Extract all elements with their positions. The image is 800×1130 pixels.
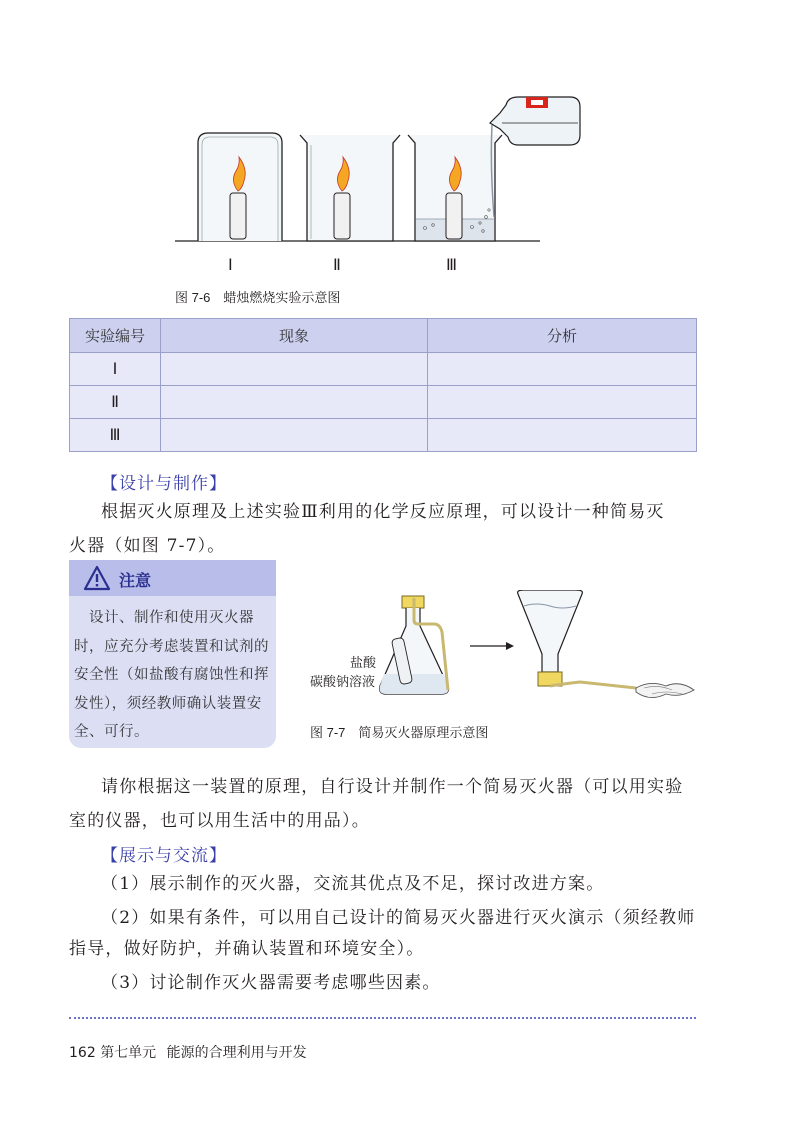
unit-title: 能源的合理利用与开发 [166, 1045, 307, 1061]
note-header [69, 560, 276, 596]
invite-paragraph-line2: 室的仪器，也可以用生活中的用品）。 [69, 811, 370, 831]
analysis-cell[interactable] [428, 386, 697, 419]
label-sodium-carbonate: 碳酸钠溶液 [310, 675, 376, 690]
table-header-row [70, 319, 697, 353]
arrow [470, 642, 514, 650]
note-text: 设计、制作和使用灭火器时，应充分考虑装置和试剂的安全性（如盐酸有腐蚀性和挥发性），须经教师确认装置安全、可行。 [74, 610, 269, 740]
exchange-item-1: （1）展示制作的灭火器，交流其优点及不足，探讨改进方案。 [101, 874, 605, 894]
table-row [70, 386, 697, 419]
note-title: 注意 [119, 571, 152, 590]
numeral-3: Ⅲ [446, 257, 458, 274]
numeral-2: Ⅱ [333, 257, 341, 274]
analysis-cell[interactable] [428, 353, 697, 386]
beaker-3 [408, 135, 502, 241]
design-heading: 【设计与制作】 [101, 474, 227, 494]
header-analysis: 分析 [428, 319, 697, 353]
table-row [70, 419, 697, 452]
header-phenomenon: 现象 [161, 319, 428, 353]
reagent-bottle [490, 97, 580, 217]
flask-inverted [518, 590, 694, 698]
warning-icon [83, 565, 111, 591]
exchange-item-2-line2: 指导，做好防护，并确认装置和环境安全）。 [69, 939, 425, 959]
beaker-2 [300, 135, 400, 241]
design-paragraph-line2: 火器（如图 7-7）。 [69, 536, 226, 556]
design-paragraph-line1: 根据灭火原理及上述实验Ⅲ利用的化学反应原理，可以设计一种简易灭 [101, 502, 665, 522]
header-exp-no: 实验编号 [70, 319, 161, 353]
figure-7-6-caption: 图 7-6 蜡烛燃烧实验示意图 [175, 290, 341, 305]
analysis-cell[interactable] [428, 419, 697, 452]
table-row [70, 353, 697, 386]
page-footer [69, 1042, 307, 1062]
row-label: Ⅲ [70, 419, 161, 452]
invite-paragraph-line1: 请你根据这一装置的原理，自行设计并制作一个简易灭火器（可以用实验 [101, 777, 684, 797]
phenomenon-cell[interactable] [161, 353, 428, 386]
page-number: 162 [69, 1045, 96, 1061]
phenomenon-cell[interactable] [161, 419, 428, 452]
row-label: Ⅰ [70, 353, 161, 386]
exchange-item-3: （3）讨论制作灭火器需要考虑哪些因素。 [101, 973, 441, 993]
candle-experiment-figure [150, 85, 590, 280]
note-box [69, 560, 276, 748]
exchange-heading: 【展示与交流】 [101, 846, 227, 866]
figure-7-7-caption: 图 7-7 简易灭火器原理示意图 [310, 725, 489, 740]
numeral-1: Ⅰ [228, 257, 233, 274]
phenomenon-cell[interactable] [161, 386, 428, 419]
experiment-table [69, 318, 697, 452]
footer-divider [69, 1017, 696, 1019]
beaker-1 [198, 133, 282, 241]
row-label: Ⅱ [70, 386, 161, 419]
unit-label: 第七单元 [100, 1045, 157, 1061]
exchange-item-2-line1: （2）如果有条件，可以用自己设计的简易灭火器进行灭火演示（须经教师 [101, 908, 696, 928]
flask-left [380, 596, 449, 694]
label-hydrochloric-acid: 盐酸 [350, 656, 377, 671]
